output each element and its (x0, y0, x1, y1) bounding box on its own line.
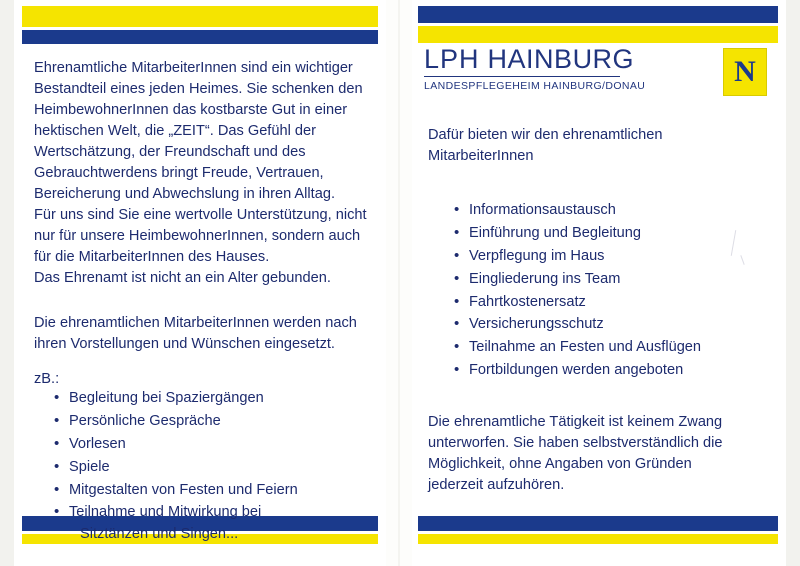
list-item (452, 337, 772, 359)
list-item-label: Eingliederung ins Team (469, 270, 621, 287)
brand-acronym: LPH (424, 44, 480, 74)
left-top-yellow-bar (22, 6, 378, 27)
list-item-label: Spiele (69, 458, 110, 475)
right-bottom-blue-bar (418, 516, 778, 531)
list-item (52, 480, 372, 502)
left-examples-label (34, 369, 374, 390)
left-paragraph-4: Die ehrenamtlichen MitarbeiterInnen werden nach ihren Vorstellungen und Wünschen eingesetzt. (34, 315, 357, 352)
brand-subtitle: LANDESPFLEGEHEIM HAINBURG/DONAU (424, 80, 646, 92)
right-top-blue-bar (418, 6, 778, 23)
list-item-label: Fortbildungen werden angeboten (469, 362, 684, 379)
list-item (452, 360, 772, 382)
brand-header (424, 46, 704, 92)
list-item (452, 314, 772, 336)
brand-place: HAINBURG (487, 44, 635, 74)
list-item (452, 200, 772, 222)
list-item-label: Informationsaustausch (469, 202, 616, 218)
list-item (452, 269, 772, 291)
right-bottom-yellow-bar (418, 534, 778, 544)
list-item-label: Teilnahme an Festen und Ausflügen (469, 339, 702, 356)
left-top-blue-bar (22, 30, 378, 44)
list-item-label: Fahrtkostenersatz (469, 293, 586, 310)
right-intro-paragraph: Dafür bieten wir den ehrenamtlichen MitarbeiterInnen (428, 127, 663, 164)
right-intro-text (428, 125, 728, 167)
left-deployment-text (34, 313, 374, 355)
left-paragraph-2: Für uns sind Sie eine wertvolle Unterstützung, nicht nur für unsere HeimbewohnerInnen, sondern auch für die MitarbeiterInnen des Hauses. (34, 207, 367, 265)
left-activity-list (52, 388, 372, 547)
zb-label: zB.: (34, 371, 60, 387)
list-item (52, 388, 372, 410)
list-item-label: Verpflegung im Haus (469, 247, 605, 264)
logo-letter: N (734, 55, 756, 88)
lower-austria-logo (723, 48, 767, 96)
list-item-label: Einführung und Begleitung (469, 224, 642, 241)
list-item (452, 223, 772, 245)
list-item-label: Begleitung bei Spaziergängen (69, 390, 264, 406)
page-edge-left (0, 0, 14, 566)
list-item-label: Mitgestalten von Festen und Feiern (69, 481, 298, 498)
left-paragraph-3: Das Ehrenamt ist nicht an ein Alter gebunden. (34, 270, 331, 286)
list-item (452, 246, 772, 268)
list-item (52, 434, 372, 456)
brand-divider (424, 76, 620, 77)
list-item-label: Teilnahme und Mitwirkung bei (69, 504, 262, 521)
list-item (52, 457, 372, 479)
left-paragraph-1: Ehrenamtliche MitarbeiterInnen sind ein wichtiger Bestandteil eines jeden Heimes. Sie schenken den HeimbewohnerInnen das kostbarste Gut in einer hektischen Welt, die „ZEIT“. Das Gefühl der Wertschätzung, der Freundschaft und des Gebrauchtwerdens bringt Freude, Vertrauen, Bereicherung und Abwechslung in ihren Alltag. (34, 60, 363, 202)
right-offer-list (452, 200, 772, 383)
brand-title (424, 46, 704, 73)
left-intro-text (34, 58, 374, 289)
page-fold (398, 0, 400, 566)
list-item-label: Versicherungsschutz (469, 316, 604, 333)
list-item (452, 292, 772, 314)
page-edge-right (786, 0, 800, 566)
list-item-label-continuation: Sitztänzen und Singen... (80, 526, 239, 543)
right-outro-paragraph: Die ehrenamtliche Tätigkeit ist keinem Zwang unterworfen. Sie haben selbstverständlich die Möglichkeit, ohne Angaben von Gründen jederzeit aufzuhören. (428, 414, 723, 493)
right-top-yellow-bar (418, 26, 778, 43)
list-item-label: Vorlesen (69, 435, 126, 452)
list-item-label: Persönliche Gespräche (69, 412, 221, 429)
right-outro-text (428, 412, 748, 496)
list-item (52, 502, 372, 546)
list-item (52, 411, 372, 433)
